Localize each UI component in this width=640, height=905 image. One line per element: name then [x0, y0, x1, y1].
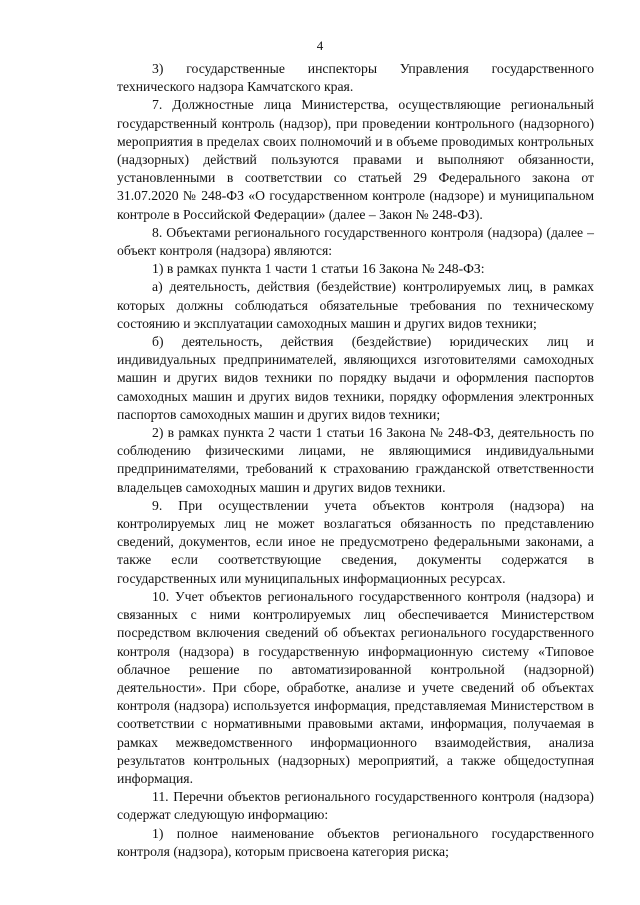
paragraph-8: 8. Объектами регионального государственного контроля (надзора) (далее – объект контроля (надзора) являются: — [117, 224, 594, 259]
paragraph-8-item-1a: а) деятельность, действия (бездействие) контролируемых лиц, в рамках которых должны соблюдаться обязательные требования по техническому состоянию и эксплуатации самоходных машин и других видов техники; — [117, 279, 594, 331]
paragraph-7: 7. Должностные лица Министерства, осуществляющие региональный государственный контроль (надзор), при проведении контрольного (надзорного) мероприятия в пределах своих полномочий и в объеме проводимых контрольных (надзорных) действий пользуются правами и выполняют обязанности, установленными в соответствии со статьей 29 Федерального закона от 31.07.2020 № 248-ФЗ «О государственном контроле (надзоре) и муниципальном контроле в Российской Федерации» (далее – Закон № 248-ФЗ). — [117, 97, 594, 222]
paragraph-11-item-1: 1) полное наименование объектов регионального государственного контроля (надзора), которым присвоена категория риска; — [117, 825, 594, 859]
paragraph-9: 9. При осуществлении учета объектов контроля (надзора) на контролируемых лиц не может возлагаться обязанность по представлению сведений, документов, если иное не предусмотрено федеральными законами, а также если соответствующие сведения, документы содержатся в государственных или муниципальных информационных ресурсах. — [117, 497, 594, 586]
paragraph-11: 11. Перечни объектов регионального государственного контроля (надзора) содержат следующую информацию: — [117, 789, 594, 823]
paragraph-8-item-1b: б) деятельность, действия (бездействие) юридических лиц и индивидуальных предпринимателей, являющихся изготовителями самоходных машин и других видов техники по порядку выдачи и оформления паспортов самоходных машин и других видов техники, порядку оформления электронных паспортов самоходных машин и других видов техники; — [117, 334, 594, 422]
paragraph-8-item-1: 1) в рамках пункта 1 части 1 статьи 16 Закона № 248-ФЗ: — [152, 261, 485, 277]
document-body — [117, 60, 594, 861]
paragraph-item-3: 3) государственные инспекторы Управления государственного технического надзора Камчатского края. — [117, 61, 594, 95]
page-number: 4 — [316, 38, 324, 53]
paragraph-10: 10. Учет объектов регионального государственного контроля (надзора) и связанных с ними контролируемых лиц обеспечивается Министерством посредством включения сведений об объектах регионального государственного контроля (надзора) в государственную информационную систему «Типовое облачное решение по автоматизированной контрольной (надзорной) деятельности». При сборе, обработке, анализе и учете сведений об объектах контроля (надзора) используется информация, представляемая Министерством в соответствии с нормативными правовыми актами, информация, получаемая в рамках межведомственного информационного взаимодействия, анализа результатов контрольных (надзорных) мероприятий, а также общедоступная информация. — [117, 588, 594, 786]
paragraph-8-item-2: 2) в рамках пункта 2 части 1 статьи 16 Закона № 248-ФЗ, деятельность по соблюдению физическими лицами, не являющимися индивидуальными предпринимателями, требований к страхованию гражданской ответственности владельцев самоходных машин и других видов техники. — [117, 425, 594, 495]
